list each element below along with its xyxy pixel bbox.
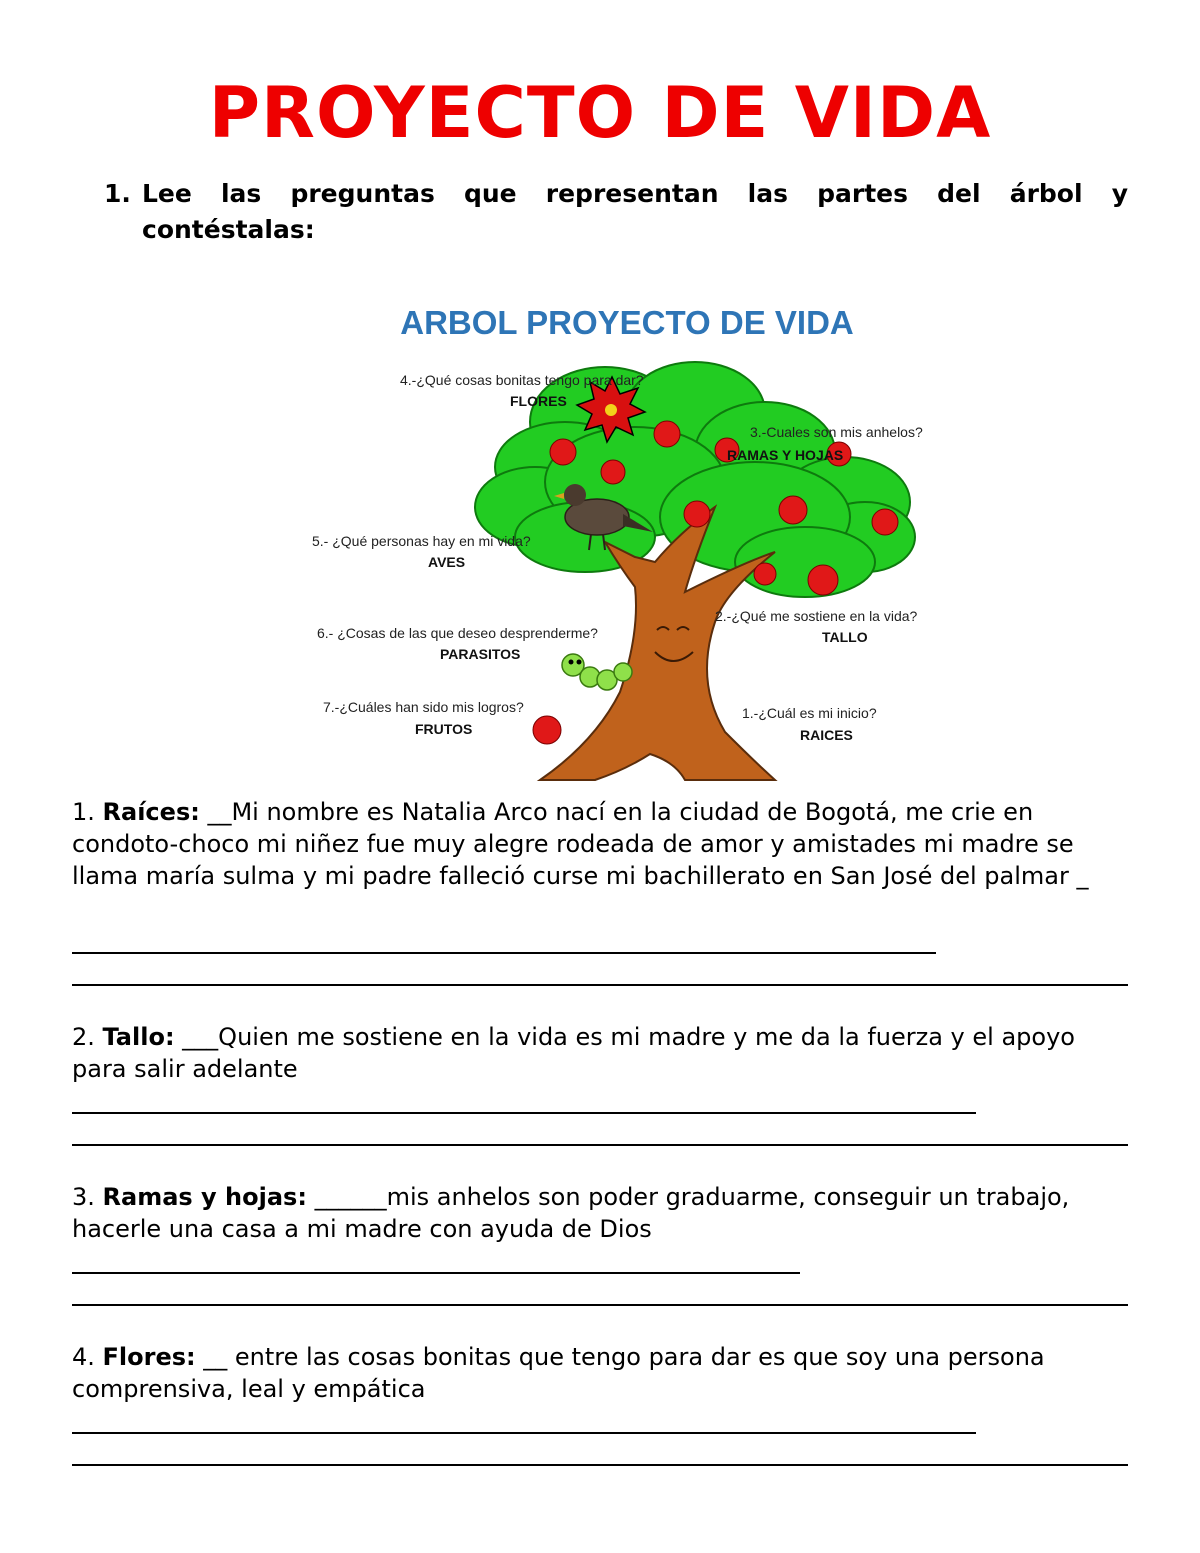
answer-number: 2. (72, 1023, 103, 1051)
label-tallo-q: 2.-¿Qué me sostiene en la vida? (715, 608, 918, 624)
answer-line (72, 1112, 976, 1114)
label-ramas-q: 3.-Cuales son mis anhelos? (750, 424, 923, 440)
label-parasitos: PARASITOS (440, 646, 521, 662)
label-flores: FLORES (510, 393, 567, 409)
answer-flores (72, 1341, 1132, 1405)
answer-line (72, 952, 936, 954)
label-aves-q: 5.- ¿Qué personas hay en mi vida? (312, 533, 531, 549)
answer-number: 3. (72, 1183, 103, 1211)
instruction-number: 1. (104, 179, 131, 208)
answer-label: Ramas y hojas: (102, 1183, 307, 1211)
answer-label: Raíces: (102, 798, 200, 826)
label-frutos-q: 7.-¿Cuáles han sido mis logros? (323, 699, 524, 715)
answer-line (72, 1272, 800, 1274)
answer-text: __ entre las cosas bonitas que tengo para dar es que soy una persona comprensiva, leal y empática (72, 1343, 1045, 1403)
instruction-text: Lee las preguntas que representan las partes del árbol y contéstalas: (142, 179, 1128, 244)
answer-tallo (72, 1021, 1132, 1085)
label-raices: RAICES (800, 727, 853, 743)
answer-raices (72, 796, 1132, 892)
instruction (104, 176, 1128, 248)
answer-line (72, 984, 1128, 986)
answer-text: __Mi nombre es Natalia Arco nací en la ciudad de Bogotá, me crie en condoto-choco mi niñez fue muy alegre rodeada de amor y amistades mi madre se llama maría sulma y mi padre falleció curse mi bachillerato en San José del palmar _ (72, 798, 1089, 890)
label-frutos: FRUTOS (415, 721, 473, 737)
answer-text: ___Quien me sostiene en la vida es mi madre y me da la fuerza y el apoyo para salir adelante (72, 1023, 1075, 1083)
answer-line (72, 1304, 1128, 1306)
tree-figure (305, 292, 950, 782)
answer-text: ______mis anhelos son poder graduarme, conseguir un trabajo, hacerle una casa a mi madre con ayuda de Dios (72, 1183, 1070, 1243)
answer-number: 1. (72, 798, 103, 826)
answer-line (72, 1464, 1128, 1466)
answer-ramas (72, 1181, 1132, 1245)
label-tallo: TALLO (822, 629, 868, 645)
label-raices-q: 1.-¿Cuál es mi inicio? (742, 705, 877, 721)
label-flores-q: 4.-¿Qué cosas bonitas tengo para dar? (400, 372, 644, 388)
answer-line (72, 1144, 1128, 1146)
label-parasitos-q: 6.- ¿Cosas de las que deseo desprenderme? (317, 625, 598, 641)
answer-number: 4. (72, 1343, 103, 1371)
label-ramas: RAMAS Y HOJAS (727, 447, 844, 463)
label-aves: AVES (428, 554, 466, 570)
answer-label: Tallo: (102, 1023, 175, 1051)
figure-heading: ARBOL PROYECTO DE VIDA (400, 304, 854, 341)
tree-illustration (305, 292, 950, 782)
answer-label: Flores: (102, 1343, 196, 1371)
answer-line (72, 1432, 976, 1434)
page-title: PROYECTO DE VIDA (208, 72, 992, 154)
